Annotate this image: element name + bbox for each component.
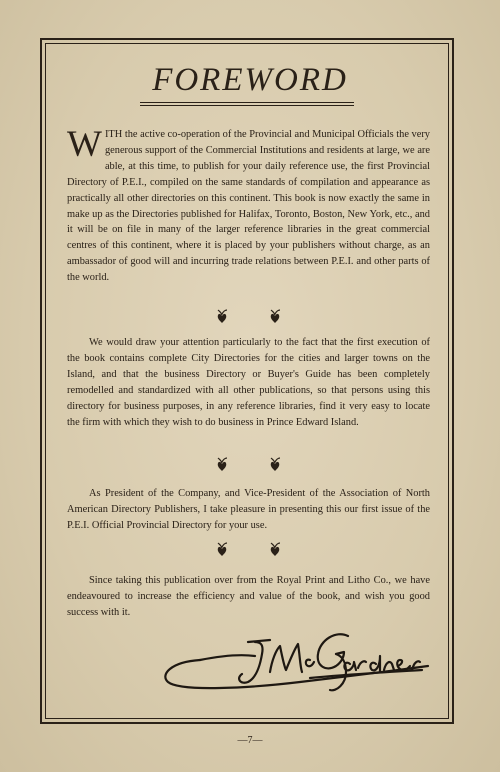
floral-ornament-icon	[215, 308, 229, 324]
floral-ornament-icon	[268, 541, 282, 557]
title-underline-2	[140, 105, 354, 106]
drop-cap: W	[67, 124, 102, 165]
floral-ornament-icon	[215, 541, 229, 557]
paragraph-2: We would draw your attention particularly to the fact that the first execution of the book contains complete City Directories for the cities and larger towns on the Island, and that the business Directory or Buyer's Guide has been completely remodelled and standardized with all other publications, so that persons using this directory for business purposes, in any reference libraries, find it very easy to locate the firm with which they wish to do business in Prince Edward Island.	[67, 337, 430, 428]
floral-ornament-icon	[268, 308, 282, 324]
page-number: —7—	[237, 735, 263, 746]
floral-ornament-icon	[268, 456, 282, 472]
paragraph-4: Since taking this publication over from the Royal Print and Litho Co., we have endeavoured to increase the efficiency and value of the book, and wish you good success with it.	[67, 575, 430, 618]
page-title: FOREWORD	[152, 62, 348, 98]
floral-ornament-icon	[215, 456, 229, 472]
paragraph-1	[67, 124, 430, 286]
paragraph-3: As President of the Company, and Vice-President of the Association of North American Directory Publishers, I take pleasure in presenting this our first issue of the P.E.I. Official Provincial Directory for your use.	[67, 488, 430, 531]
paragraph-1-text: ITH the active co-operation of the Provincial and Municipal Officials the very generous support of the Commercial Institutions and residents at large, we are able, at this time, to publish for your daily reference use, the first Provincial Directory of P.E.I., compiled on the same standards of compilation and appearance as practically all other directories on this continent. This book is now exactly the same in make up as the Directories published for Halifax, Toronto, Boston, New York, etc., and it will be on file in many of the larger reference libraries in the great commercial centres of this continent, where it is placed by your publishers without charge, as an ambassador of good will and incurring trade relations between P.E.I. and other parts of the world.	[67, 129, 430, 284]
title-underline	[140, 102, 354, 103]
handwritten-signature	[160, 620, 440, 700]
